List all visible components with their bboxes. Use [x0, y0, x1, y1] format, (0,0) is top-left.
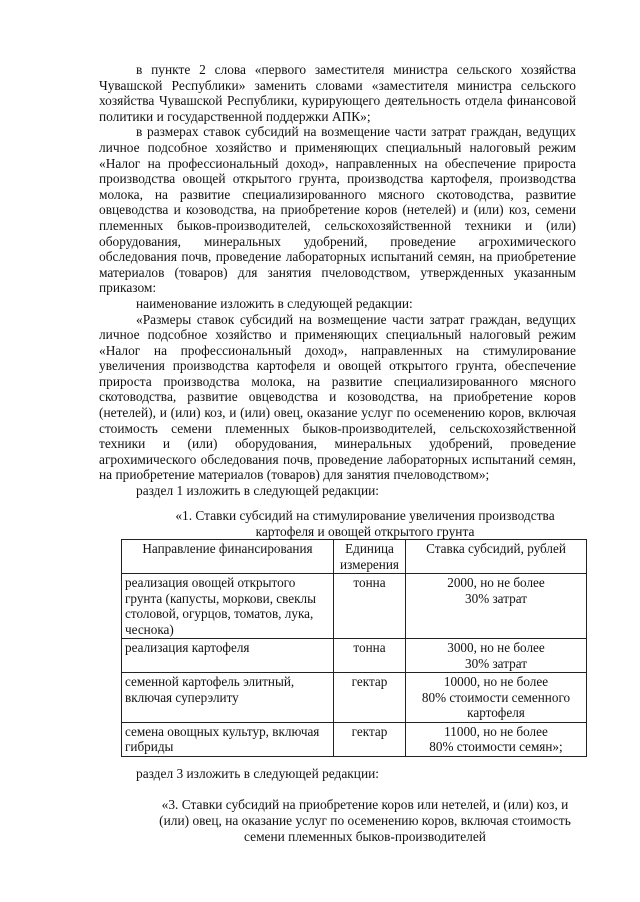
rate-line2: 30% затрат	[465, 655, 527, 671]
cell-unit: гектар	[334, 722, 406, 756]
rate-line2: 80% стоимости семян»;	[429, 739, 563, 754]
table-row	[122, 639, 587, 673]
cell-rate	[406, 673, 587, 723]
table-header-row	[122, 540, 587, 574]
paragraph-name-edit: наименование изложить в следующей редакции:	[136, 295, 413, 311]
cell-direction: реализация картофеля	[122, 639, 334, 673]
section1-title-line1: «1. Ставки субсидий на стимулирование увеличения производства	[175, 508, 555, 523]
cell-rate	[406, 574, 587, 639]
cell-direction: семена овощных культур, включая гибриды	[122, 722, 334, 756]
body-text	[99, 62, 576, 499]
section3-title-line1: «3. Ставки субсидий на приобретение коров или нетелей, и (или) коз, и	[161, 797, 569, 812]
rate-line1: 2000, но не более	[447, 575, 545, 590]
rate-line2: 30% затрат	[465, 590, 527, 606]
paragraph-amend-point-2: в пункте 2 слова «первого заместителя министра сельского хозяйства Чувашской Республики» заменить словами «заместителя министра сельского хозяйства Чувашской Республики, курирующего деятельность отдела финансовой политики и государственной поддержки АПК»;	[99, 62, 576, 124]
paragraph-rates-subsidies-new: «Размеры ставок субсидий на возмещение части затрат граждан, ведущих личное подсобное хозяйство и применяющих специальный налоговый режим «Налог на профессиональный доход», направленных на стимулирование увеличения производства картофеля и овощей открытого грунта, обеспечение прироста производства молока, на развитие специализированного мясного скотоводства, развитие овцеводства и козоводства, на приобретение коров (нетелей), и (или) коз, и (или) овец, оказание услуг по осеменению коров, включая стоимость семени племенных быков-производителей, сельскохозяйственной техники и (или) оборудования, минеральных удобрений, проведение агрохимического обследования почв, проведение лабораторных испытаний семян, на приобретение материалов (товаров) для занятия пчеловодством»;	[99, 311, 576, 483]
table-row	[122, 722, 587, 756]
cell-unit: гектар	[334, 673, 406, 723]
section3-title-line3: семени племенных быков-производителей	[244, 829, 486, 844]
section3-title-line2: (или) овец, на оказание услуг по осеменению коров, включая стоимость	[159, 813, 571, 828]
header-rate: Ставка субсидий, рублей	[406, 540, 587, 574]
section3-edit-instruction: раздел 3 изложить в следующей редакции:	[136, 766, 380, 781]
subsidy-rates-table	[121, 539, 587, 757]
table-row	[122, 574, 587, 639]
section3-title	[140, 797, 590, 845]
paragraph-rates-subsidies-old: в размерах ставок субсидий на возмещение части затрат граждан, ведущих личное подсобное хозяйство и применяющих специальный налоговый режим «Налог на профессиональный доход», направленных на обеспечение прироста производства овощей открытого грунта, производства картофеля, производства молока, на развитие специализированного мясного скотоводства, развитие овцеводства и козоводства, на приобретение коров (нетелей) и (или) коз, семени племенных быков-производителей, сельскохозяйственной техники и (или) оборудования, минеральных удобрений, проведение агрохимического обследования почв, проведение лабораторных испытаний семян, на приобретение материалов (товаров) для занятия пчеловодством, утвержденных указанным приказом:	[99, 124, 576, 296]
rate-line1: 3000, но не более	[447, 640, 545, 655]
cell-rate	[406, 639, 587, 673]
table-row	[122, 673, 587, 723]
cell-rate	[406, 722, 587, 756]
header-direction: Направление финансирования	[122, 540, 334, 574]
section1-title-line2: картофеля и овощей открытого грунта	[255, 524, 475, 539]
cell-direction: семенной картофель элитный, включая суперэлиту	[122, 673, 334, 723]
rate-line2: 80% стоимости семенного картофеля	[421, 689, 571, 720]
cell-unit: тонна	[334, 639, 406, 673]
header-unit: Единица измерения	[334, 540, 406, 574]
paragraph-section1-edit: раздел 1 изложить в следующей редакции:	[136, 483, 380, 499]
rate-line1: 11000, но не более	[444, 723, 548, 739]
rate-line1: 10000, но не более	[443, 674, 549, 689]
cell-unit: тонна	[334, 574, 406, 639]
cell-direction: реализация овощей открытого грунта (капусты, моркови, свеклы столовой, огурцов, томатов, лука, чеснока)	[122, 574, 334, 639]
section1-title	[150, 508, 580, 540]
